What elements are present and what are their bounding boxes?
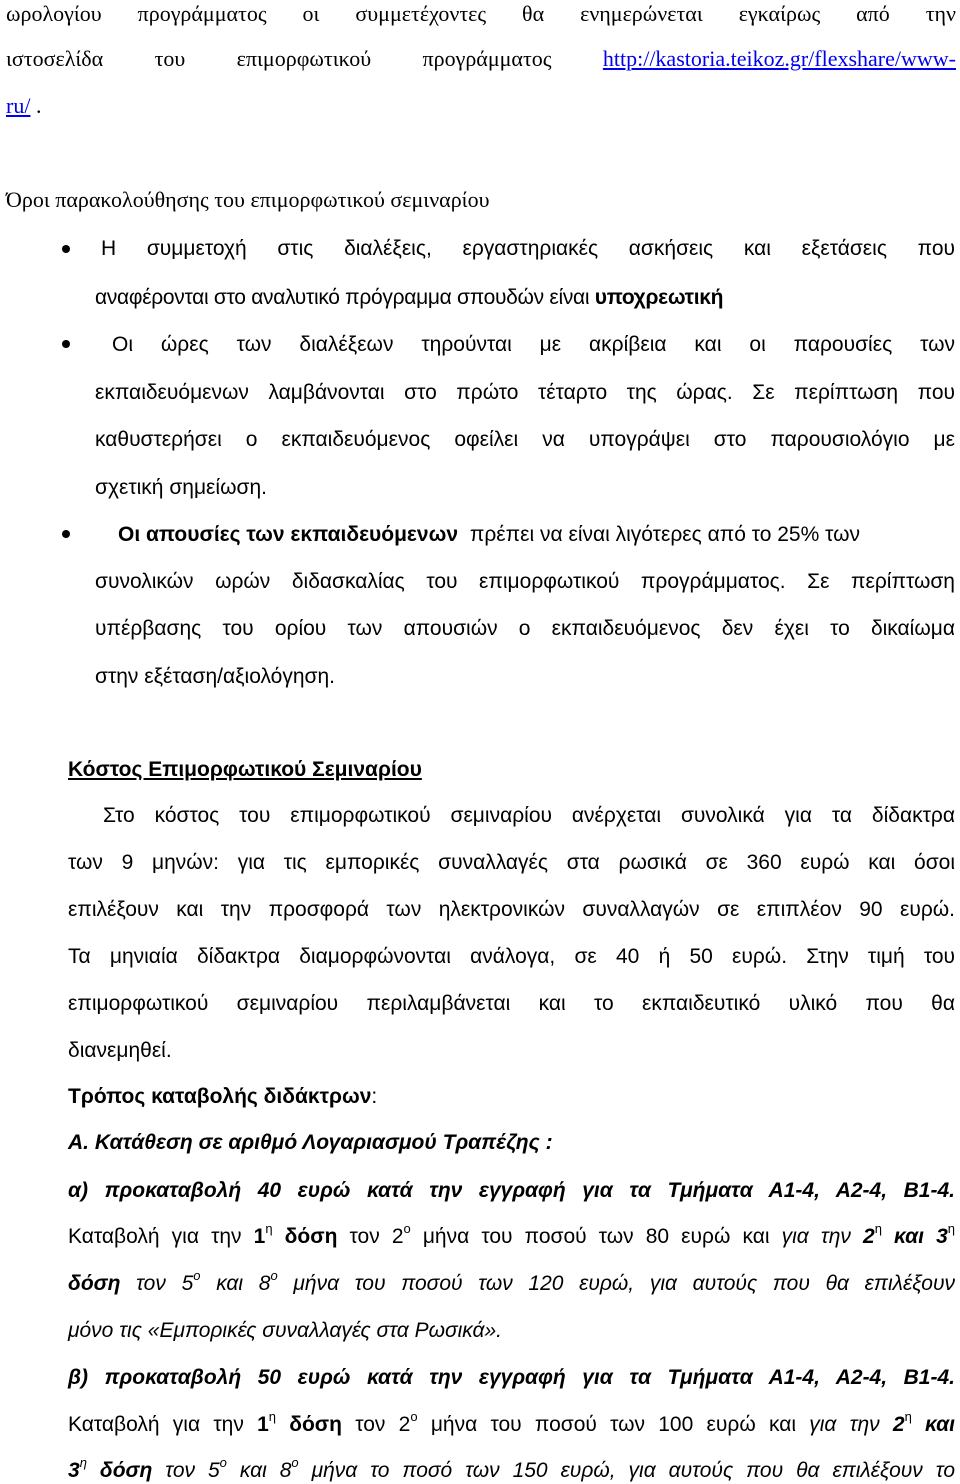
cost-heading: Κόστος Επιμορφωτικού Σεμιναρίου xyxy=(68,758,422,781)
option-b-italic-1: για την xyxy=(809,1413,893,1436)
bullet-3-line-3: υπέρβασης του ορίου των απουσιών ο εκπαιδευόμενος δεν έχει το δικαίωμα xyxy=(95,617,955,640)
option-b-text-6: μήνα το ποσό των 150 ευρώ, για αυτούς που θα επιλέξουν το xyxy=(298,1459,955,1482)
intro-line-2 xyxy=(6,46,956,72)
intro-line-1: ωρολογίου προγράμματος οι συμμετέχοντες θα ενημερώνεται εγκαίρως από την xyxy=(6,1,956,26)
bullet-2-icon xyxy=(62,340,70,348)
option-a-text-5: και 8 xyxy=(200,1272,271,1295)
option-b-installment-label: δόση xyxy=(276,1413,342,1436)
option-b-line-2 xyxy=(68,1455,955,1484)
option-b-text-5: και 8 xyxy=(226,1459,292,1482)
option-a-and-third: και 3 xyxy=(881,1225,948,1248)
cost-line-4: Τα μηνιαία δίδακτρα διαμορφώνονται ανάλογα, σε 40 ή 50 ευρώ. Στην τιμή του xyxy=(68,945,955,968)
option-a-second-num: 2 xyxy=(863,1225,875,1248)
option-a-text-3: μήνα του ποσού των 80 ευρώ και xyxy=(410,1225,782,1248)
bank-deposit-heading: Α. Κατάθεση σε αριθμό Λογαριασμού Τραπέζης : xyxy=(68,1131,553,1154)
bullet-3-line-4: στην εξέταση/αξιολόγηση. xyxy=(95,665,336,688)
option-b-text-2: τον 2 xyxy=(342,1413,411,1436)
mandatory-label: υποχρεωτική xyxy=(594,286,724,309)
website-link-continued[interactable]: ru/ xyxy=(6,93,31,118)
option-b-heading: β) προκαταβολή 50 ευρώ κατά την εγγραφή για τα Τμήματα Α1-4, Α2-4, Β1-4. xyxy=(68,1366,955,1389)
cost-line-6: διανεμηθεί. xyxy=(68,1039,172,1062)
option-b-second-num: 2 xyxy=(892,1413,905,1436)
intro-line-3 xyxy=(6,93,41,119)
bullet-2-line-4: σχετική σημείωση. xyxy=(95,476,267,499)
intro-period: . xyxy=(35,93,42,118)
option-a-installment-label-2: δόση xyxy=(68,1272,121,1295)
option-a-text-6: μήνα του ποσού των 120 ευρώ, για αυτούς που θα επιλέξουν xyxy=(277,1272,956,1295)
bullet-3-line-1 xyxy=(118,522,955,548)
option-b-fifth-sup: ο xyxy=(219,1455,227,1470)
option-a-first-sup: η xyxy=(265,1221,273,1236)
option-a-first-num: 1 xyxy=(253,1225,266,1248)
option-b-second-sup: η xyxy=(904,1409,912,1424)
option-b-third-num: 3 xyxy=(68,1459,80,1482)
bullet-1-line-2 xyxy=(95,285,723,311)
option-a-eighth-sup: ο xyxy=(270,1268,278,1283)
option-b-text-3: μήνα του ποσού των 100 ευρώ και xyxy=(417,1413,810,1436)
bullet-3-text: πρέπει να είναι λιγότερες από το 25% των xyxy=(469,523,861,546)
option-a-text-2: τον 2 xyxy=(337,1225,404,1248)
option-a-italic-1: για την xyxy=(781,1225,863,1248)
cost-line-5: επιμορφωτικού σεμιναρίου περιλαμβάνεται και το εκπαιδευτικό υλικό που θα xyxy=(68,992,955,1015)
payment-heading-text: Τρόπος καταβολής διδάκτρων xyxy=(68,1085,372,1108)
option-a-second-sup: η xyxy=(874,1221,882,1236)
option-a-line-3: μόνο τις «Εμπορικές συναλλαγές στα Ρωσικά». xyxy=(68,1319,503,1342)
option-a-text-1: Καταβολή για την xyxy=(68,1225,254,1248)
bullet-2-line-3: καθυστερήσει ο εκπαιδευόμενος οφείλει να υπογράψει στο παρουσιολόγιο με xyxy=(95,428,955,451)
bullet-1-icon xyxy=(62,245,70,253)
option-b-text-1: Καταβολή για την xyxy=(68,1413,258,1436)
option-b-first-sup: η xyxy=(268,1409,276,1424)
option-b-eighth-sup: ο xyxy=(291,1455,299,1470)
bullet-2-line-2: εκπαιδευόμενων λαμβάνονται στο πρώτο τέταρτο της ώρας. Σε περίπτωση που xyxy=(95,381,955,404)
option-b-line-1 xyxy=(68,1409,955,1438)
bullet-3-icon xyxy=(62,530,70,538)
option-a-third-sup: η xyxy=(947,1221,955,1236)
absences-label: Οι απουσίες των εκπαιδευόμενων xyxy=(118,523,458,546)
cost-line-3: επιλέξουν και την προσφορά των ηλεκτρονικών συναλλαγών σε επιπλέον 90 ευρώ. xyxy=(68,898,955,921)
bullet-1-text: αναφέρονται στο αναλυτικό πρόγραμμα σπουδών είναι xyxy=(95,286,590,309)
option-a-line-2 xyxy=(68,1268,956,1297)
option-a-month-sup: ο xyxy=(403,1221,411,1236)
option-a-line-1 xyxy=(68,1221,955,1250)
bullet-2-line-1: Οι ώρες των διαλέξεων τηρούνται με ακρίβεια και οι παρουσίες των xyxy=(112,333,955,356)
website-link[interactable]: http://kastoria.teikoz.gr/flexshare/www- xyxy=(602,46,956,71)
option-a-heading: α) προκαταβολή 40 ευρώ κατά την εγγραφή για τα Τμήματα Α1-4, Α2-4, Β1-4. xyxy=(68,1179,955,1202)
option-b-and: και xyxy=(911,1413,955,1436)
option-a-text-4: τον 5 xyxy=(120,1272,194,1295)
bullet-1-line-1: Η συμμετοχή στις διαλέξεις, εργαστηριακές ασκήσεις και εξετάσεις που xyxy=(101,237,955,260)
option-b-month-sup: ο xyxy=(410,1409,418,1424)
intro-line-2-text: ιστοσελίδα του επιμορφωτικού προγράμματος xyxy=(6,46,552,71)
payment-heading xyxy=(68,1084,377,1110)
option-b-first-num: 1 xyxy=(257,1413,269,1436)
terms-heading: Όροι παρακολούθησης του επιμορφωτικού σεμιναρίου xyxy=(6,187,490,212)
option-b-text-4: τον 5 xyxy=(152,1459,220,1482)
cost-line-1: Στο κόστος του επιμορφωτικού σεμιναρίου ανέρχεται συνολικά για τα δίδακτρα xyxy=(103,804,955,827)
option-b-third-sup: η xyxy=(79,1455,87,1470)
option-a-fifth-sup: ο xyxy=(193,1268,201,1283)
option-b-installment-label-2: δόση xyxy=(86,1459,153,1482)
cost-line-2: των 9 μηνών: για τις εμπορικές συναλλαγές στα ρωσικά σε 360 ευρώ και όσοι xyxy=(68,851,955,874)
payment-heading-colon: : xyxy=(371,1085,378,1108)
option-a-installment-label: δόση xyxy=(272,1225,338,1248)
bullet-3-line-2: συνολικών ωρών διδασκαλίας του επιμορφωτικού προγράμματος. Σε περίπτωση xyxy=(95,570,955,593)
